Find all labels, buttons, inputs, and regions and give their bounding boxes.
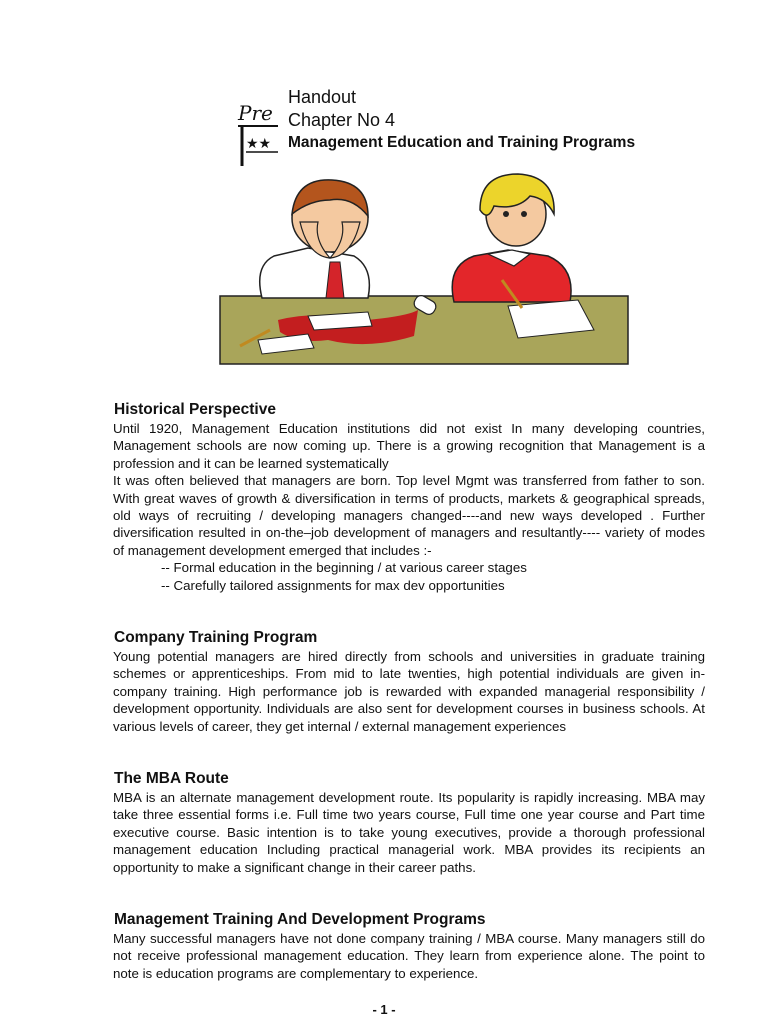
- section-heading-mba-route: The MBA Route: [114, 770, 229, 787]
- paragraph: Until 1920, Management Education institutions did not exist In many developing countries, Management schools are now coming up. There is a growing recognition that Management is a profession and it can be learned systematically: [113, 421, 705, 471]
- paragraph: It was often believed that managers are born. Top level Mgmt was transferred from father to son. With great waves of growth & diversification in terms of products, markets & geographical spreads, old ways of recruiting / developing managers changed----and new ways developed . Further diversification resulted in on-the–job development of managers and resultantly---- variety of modes of management development emerged that includes :-: [113, 473, 705, 558]
- section-body-company-training: [113, 648, 705, 735]
- section-body-mba-route: [113, 789, 705, 876]
- svg-text:★★: ★★: [246, 135, 272, 151]
- logo-emblem: [216, 86, 278, 166]
- list-item: -- Formal education in the beginning / at various career stages: [161, 560, 527, 576]
- handout-title: Handout: [288, 87, 357, 107]
- page-number: - 1 -: [372, 1002, 396, 1017]
- section-heading-training-development: Management Training And Development Programs: [114, 911, 486, 928]
- svg-text:Pre: Pre: [238, 101, 273, 125]
- section-heading-historical: Historical Perspective: [114, 401, 276, 418]
- section-body-historical: [113, 420, 705, 594]
- paragraph: Many successful managers have not done company training / MBA course. Many managers still do not receive professional management education. They learn from experience alone. The point to note is education programs are complementary to experience.: [113, 931, 705, 981]
- list-item: -- Carefully tailored assignments for max dev opportunities: [161, 577, 505, 593]
- paragraph: MBA is an alternate management development route. Its popularity is rapidly increasing. MBA may take three essential forms i.e. Full time two years course, Full time one year course and Part time executive course. Basic intention is to take young executives, provide a thorough professional management education Including practical managerial work. MBA provides its recipients an opportunity to make a significant change in their career paths.: [113, 790, 705, 875]
- section-heading-company-training: Company Training Program: [114, 629, 318, 646]
- paragraph: Young potential managers are hired directly from schools and universities in graduate training schemes or apprenticeships. From mid to late twenties, high potential individuals are given in-company training. High performance job is rewarded with expanded managerial responsibility / development opportunity. Individuals are also sent for development courses in business schools. At various levels of career, they get internal / external management experiences: [113, 649, 705, 734]
- chapter-subtitle: Management Education and Training Programs: [288, 134, 636, 151]
- section-body-training-development: [113, 930, 705, 982]
- students-illustration: [218, 170, 630, 366]
- chapter-number: Chapter No 4: [288, 110, 396, 130]
